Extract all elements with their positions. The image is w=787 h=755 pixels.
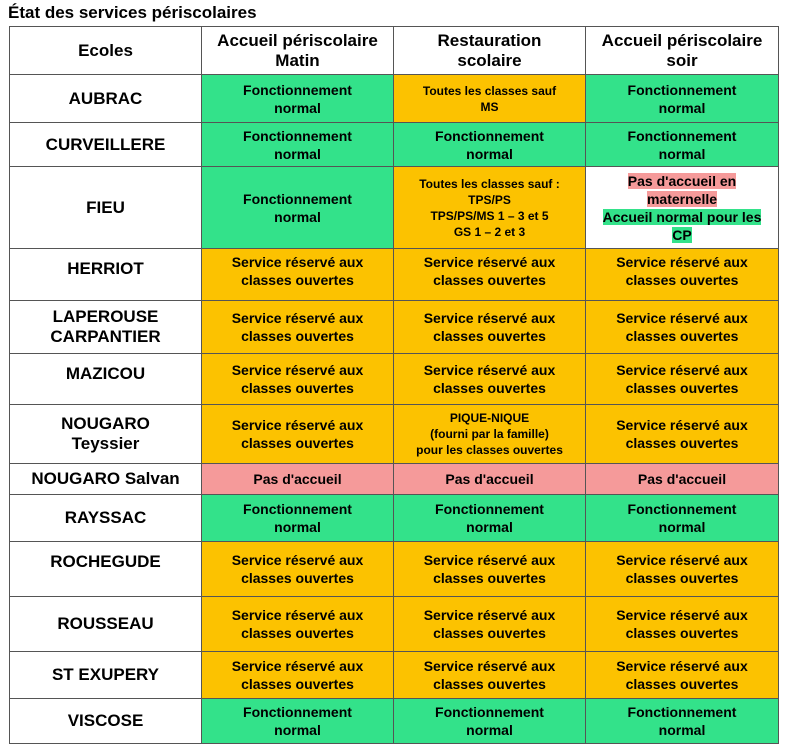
cell-line: Service réservé aux: [616, 310, 748, 326]
cell-line: Service réservé aux: [231, 658, 364, 674]
morning-cell: [202, 542, 394, 597]
school-name-line: NOUGARO Salvan: [31, 469, 180, 488]
cell-line: Service réservé aux: [231, 552, 364, 568]
school-name: [10, 75, 202, 123]
cell-line: PIQUE-NIQUE: [449, 411, 530, 425]
header-morning-line1: Accueil périscolaire: [217, 30, 378, 50]
school-name: [10, 167, 202, 249]
school-name: [10, 354, 202, 405]
morning-cell: [202, 123, 394, 167]
school-name-line: AUBRAC: [68, 88, 143, 108]
cell-line: classes ouvertes: [433, 625, 546, 641]
table-row: [10, 699, 779, 744]
school-name-line: HERRIOT: [67, 259, 144, 278]
cell-line: Service réservé aux: [616, 658, 748, 674]
cell-line: Service réservé aux: [616, 362, 748, 378]
evening-cell: [586, 249, 779, 301]
header-morning: [202, 27, 394, 75]
table-row: [10, 75, 779, 123]
cell-line: classes ouvertes: [241, 676, 354, 692]
evening-cell: [586, 123, 779, 167]
lunch-cell: [394, 249, 586, 301]
cell-line: Fonctionnement: [627, 501, 737, 517]
cell-line: Fonctionnement: [435, 501, 544, 517]
table-row: [10, 249, 779, 301]
cell-line: classes ouvertes: [625, 328, 739, 344]
cell-line: Service réservé aux: [423, 607, 556, 623]
cell-line: Service réservé aux: [423, 552, 556, 568]
cell-line: classes ouvertes: [241, 625, 354, 641]
cell-line: classes ouvertes: [625, 625, 739, 641]
cell-line: Fonctionnement: [243, 127, 352, 144]
cell-line: Service réservé aux: [616, 607, 748, 623]
lunch-cell: [394, 354, 586, 405]
cell-line: Service réservé aux: [616, 254, 748, 270]
cell-line: classes ouvertes: [625, 676, 739, 692]
cell-line: normal: [658, 519, 706, 535]
table-row: [10, 542, 779, 597]
cell-line: classes ouvertes: [433, 272, 546, 288]
school-name: [10, 464, 202, 495]
evening-cell: [586, 652, 779, 699]
header-lunch: [394, 27, 586, 75]
cell-line: Pas d'accueil: [253, 471, 342, 487]
school-name-line: ST EXUPERY: [51, 665, 160, 684]
school-name-line: CARPANTIER: [50, 327, 161, 346]
school-name-line: MAZICOU: [65, 364, 146, 383]
table-row: [10, 123, 779, 167]
cell-line: Fonctionnement: [627, 81, 737, 98]
cell-line: classes ouvertes: [241, 435, 354, 451]
cell-line: Toutes les classes sauf: [422, 83, 557, 98]
table-row: [10, 354, 779, 405]
cell-line: TPS/PS/MS 1 – 3 et 5: [430, 208, 549, 223]
cell-line: classes ouvertes: [625, 380, 739, 396]
cell-line: Service réservé aux: [231, 310, 364, 326]
cell-line: classes ouvertes: [241, 570, 354, 586]
evening-cell: [586, 405, 779, 464]
lunch-cell: [394, 699, 586, 744]
morning-cell: [202, 75, 394, 123]
cell-line: Fonctionnement: [243, 81, 352, 98]
cell-line: classes ouvertes: [625, 570, 739, 586]
school-name: [10, 597, 202, 652]
morning-cell: [202, 699, 394, 744]
school-name: [10, 542, 202, 597]
cell-line: classes ouvertes: [433, 380, 546, 396]
cell-line: normal: [274, 99, 321, 116]
school-name: [10, 652, 202, 699]
cell-line: MS: [480, 99, 499, 114]
cell-line-highlight: CP: [672, 226, 692, 243]
cell-line: normal: [466, 722, 513, 738]
cell-line-highlight: maternelle: [646, 190, 718, 207]
header-schools: [10, 27, 202, 75]
cell-line: classes ouvertes: [625, 272, 739, 288]
cell-line-highlight: Pas d'accueil en: [627, 172, 737, 189]
lunch-cell: [394, 405, 586, 464]
cell-line: normal: [466, 145, 513, 162]
cell-line: Fonctionnement: [435, 704, 544, 720]
school-name: [10, 301, 202, 354]
evening-cell: [586, 542, 779, 597]
evening-cell: [586, 597, 779, 652]
cell-line: Fonctionnement: [627, 127, 737, 144]
lunch-cell: [394, 123, 586, 167]
school-name: [10, 495, 202, 542]
cell-line: classes ouvertes: [433, 676, 546, 692]
school-name-line: ROCHEGUDE: [50, 552, 161, 571]
lunch-cell: [394, 542, 586, 597]
evening-cell: [586, 495, 779, 542]
evening-cell: [586, 699, 779, 744]
header-schools-label: Ecoles: [78, 40, 133, 60]
lunch-cell: [394, 75, 586, 123]
page-title: État des services périscolaires: [8, 3, 257, 22]
cell-line: Fonctionnement: [243, 190, 352, 207]
cell-line: Pas d'accueil: [445, 471, 534, 487]
morning-cell: [202, 495, 394, 542]
table-row: [10, 652, 779, 699]
school-name: [10, 405, 202, 464]
lunch-cell: [394, 464, 586, 495]
header-evening-line1: Accueil périscolaire: [601, 30, 763, 50]
cell-line: classes ouvertes: [433, 570, 546, 586]
cell-line: Fonctionnement: [243, 501, 352, 517]
cell-line: Fonctionnement: [627, 704, 737, 720]
morning-cell: [202, 354, 394, 405]
school-name-line: VISCOSE: [67, 711, 144, 730]
morning-cell: [202, 597, 394, 652]
evening-cell: [586, 75, 779, 123]
cell-line: (fourni par la famille): [430, 427, 549, 441]
school-name-line: FIEU: [86, 197, 125, 217]
morning-cell: [202, 249, 394, 301]
cell-line: Service réservé aux: [231, 254, 364, 270]
school-name-line: Teyssier: [71, 434, 140, 453]
cell-line: Service réservé aux: [423, 254, 556, 270]
table-row: [10, 597, 779, 652]
cell-line-highlight: Accueil normal pour les: [602, 208, 762, 225]
table-row: [10, 495, 779, 542]
header-row: [10, 27, 779, 75]
school-name: [10, 123, 202, 167]
lunch-cell: [394, 597, 586, 652]
lunch-cell: [394, 301, 586, 354]
cell-line: normal: [274, 145, 321, 162]
evening-cell: [586, 464, 779, 495]
school-name-line: NOUGARO: [61, 414, 150, 433]
cell-line: Service réservé aux: [616, 417, 748, 433]
cell-line: Service réservé aux: [231, 607, 364, 623]
cell-line: pour les classes ouvertes: [416, 443, 563, 457]
table-row: [10, 405, 779, 464]
cell-line: Service réservé aux: [231, 362, 364, 378]
morning-cell: [202, 301, 394, 354]
header-evening: [586, 27, 779, 75]
cell-line: normal: [274, 722, 321, 738]
cell-line: Fonctionnement: [243, 704, 352, 720]
morning-cell: [202, 405, 394, 464]
table-row: [10, 301, 779, 354]
cell-line: GS 1 – 2 et 3: [453, 224, 526, 239]
lunch-cell: [394, 167, 586, 249]
cell-line: Service réservé aux: [423, 362, 556, 378]
cell-line: classes ouvertes: [433, 328, 546, 344]
cell-line: classes ouvertes: [241, 272, 354, 288]
cell-line: normal: [658, 145, 706, 162]
cell-line: classes ouvertes: [241, 380, 354, 396]
table-row: [10, 167, 779, 249]
header-lunch-line1: Restauration: [437, 30, 542, 50]
evening-cell: [586, 167, 779, 249]
cell-line: Fonctionnement: [435, 127, 544, 144]
cell-line: normal: [466, 519, 513, 535]
morning-cell: [202, 464, 394, 495]
cell-line: Toutes les classes sauf :: [419, 176, 560, 191]
school-name: [10, 249, 202, 301]
cell-line: Service réservé aux: [423, 658, 556, 674]
cell-line: classes ouvertes: [241, 328, 354, 344]
school-name-line: RAYSSAC: [64, 508, 147, 527]
evening-cell: [586, 354, 779, 405]
cell-line: normal: [658, 99, 706, 116]
school-name-line: LAPEROUSE: [52, 307, 159, 326]
cell-line: classes ouvertes: [625, 435, 739, 451]
cell-line: TPS/PS: [468, 192, 511, 207]
services-table: [9, 26, 779, 744]
cell-line: Pas d'accueil: [637, 471, 727, 487]
cell-line: normal: [658, 722, 706, 738]
school-name: [10, 699, 202, 744]
school-name-line: ROUSSEAU: [57, 614, 154, 633]
cell-line: Service réservé aux: [616, 552, 748, 568]
cell-line: normal: [274, 208, 321, 225]
morning-cell: [202, 652, 394, 699]
lunch-cell: [394, 495, 586, 542]
header-evening-line2: soir: [666, 50, 698, 70]
morning-cell: [202, 167, 394, 249]
cell-line: Service réservé aux: [423, 310, 556, 326]
cell-line: normal: [274, 519, 321, 535]
cell-line: Service réservé aux: [231, 417, 364, 433]
evening-cell: [586, 301, 779, 354]
lunch-cell: [394, 652, 586, 699]
school-name-line: CURVEILLERE: [45, 134, 166, 154]
header-lunch-line2: scolaire: [457, 50, 522, 70]
table-row: [10, 464, 779, 495]
header-morning-line2: Matin: [275, 50, 320, 70]
